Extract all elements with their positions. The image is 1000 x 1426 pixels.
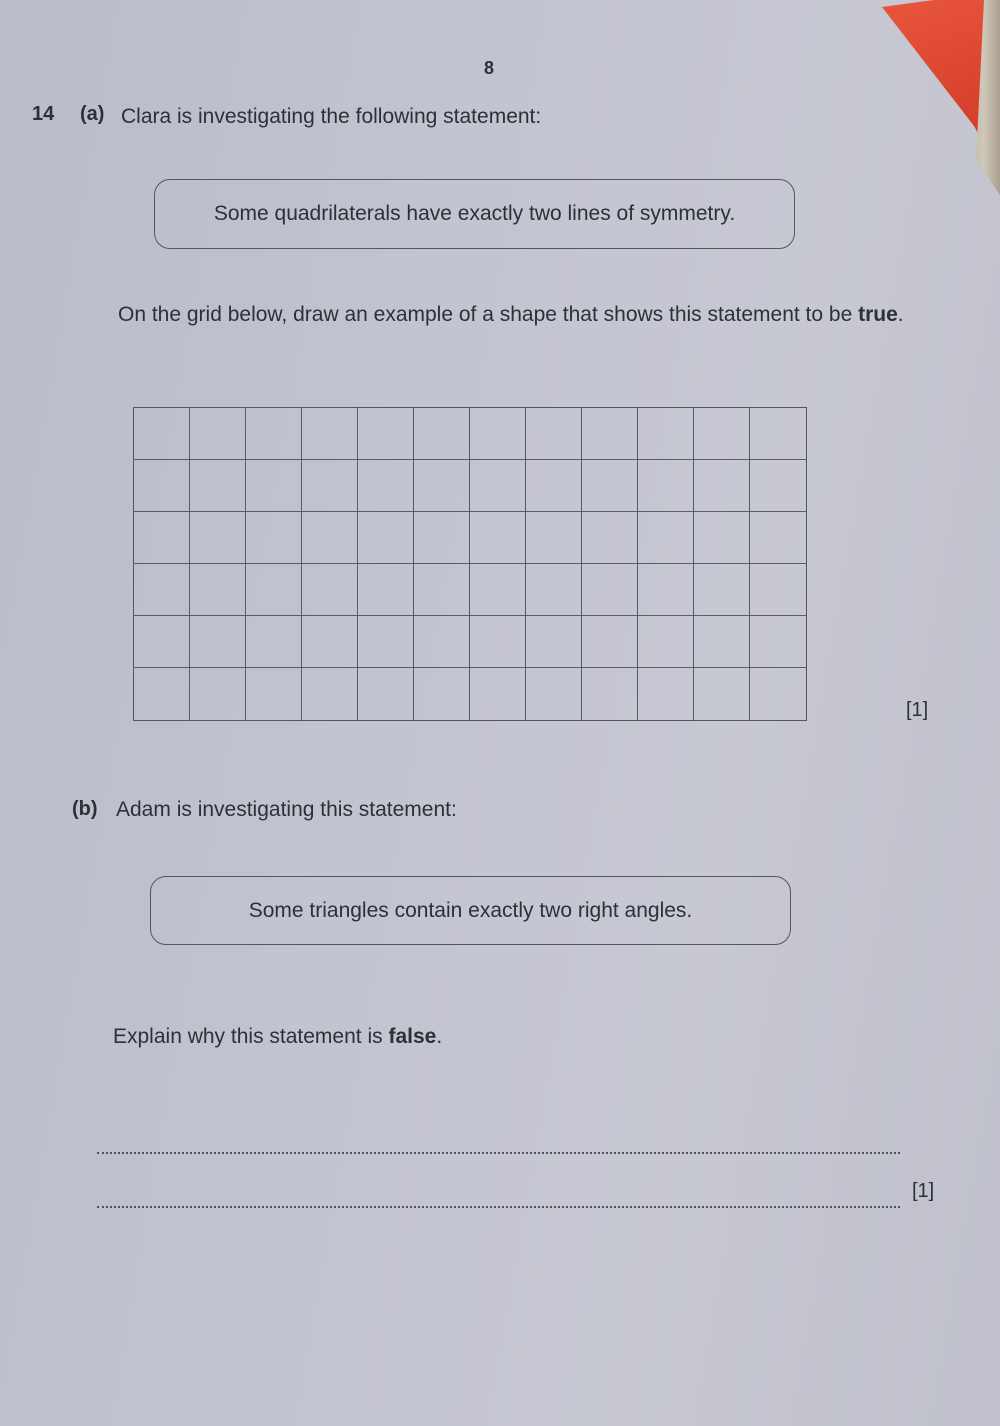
grid-cell[interactable] [638,408,694,460]
grid-cell[interactable] [582,512,638,564]
grid-cell[interactable] [414,616,470,668]
question-number: 14 [32,103,55,125]
page-number: 8 [484,58,495,78]
answer-line-1[interactable] [97,1152,900,1154]
grid-cell[interactable] [638,564,694,616]
grid-cell[interactable] [470,564,526,616]
emphasis-false: false [388,1025,437,1048]
part-a-instruction: On the grid below, draw an example of a shape that shows this statement to be true. [118,303,904,326]
grid-cell[interactable] [694,512,750,564]
grid-cell[interactable] [246,408,302,460]
grid-cell[interactable] [246,460,302,512]
grid-cell[interactable] [358,564,414,616]
part-b-intro: Adam is investigating this statement: [116,798,457,821]
grid-cell[interactable] [582,616,638,668]
marks-a: [1] [906,699,929,721]
grid-cell[interactable] [638,616,694,668]
grid-cell[interactable] [302,512,358,564]
grid-cell[interactable] [694,564,750,616]
statement-a-text: Some quadrilaterals have exactly two lines of symmetry. [213,202,736,225]
part-b-instruction: Explain why this statement is false. [113,1025,443,1048]
grid-cell[interactable] [414,460,470,512]
grid-cell[interactable] [414,564,470,616]
grid-cell[interactable] [302,668,358,720]
grid-cell[interactable] [190,408,246,460]
grid-cell[interactable] [302,460,358,512]
grid-cell[interactable] [358,668,414,720]
grid-cell[interactable] [750,616,806,668]
grid-cell[interactable] [302,408,358,460]
grid-cell[interactable] [246,512,302,564]
grid-cell[interactable] [414,408,470,460]
grid-cell[interactable] [694,460,750,512]
grid-cell[interactable] [526,460,582,512]
statement-b-text: Some triangles contain exactly two right angles. [248,898,693,922]
grid-cell[interactable] [190,512,246,564]
grid-cell[interactable] [750,564,806,616]
grid-cell[interactable] [750,668,806,720]
grid-cell[interactable] [470,616,526,668]
grid-cell[interactable] [582,460,638,512]
grid-cell[interactable] [302,616,358,668]
part-a-label: (a) [80,103,105,125]
grid-cell[interactable] [470,668,526,720]
grid-cell[interactable] [750,408,806,460]
grid-cell[interactable] [638,460,694,512]
grid-cell[interactable] [470,408,526,460]
grid-cell[interactable] [750,460,806,512]
grid-cell[interactable] [134,668,190,720]
grid-cell[interactable] [582,408,638,460]
grid-cell[interactable] [414,668,470,720]
emphasis-true: true [858,303,898,326]
statement-box-b [150,876,791,945]
grid-cell[interactable] [694,408,750,460]
grid-cell[interactable] [134,616,190,668]
grid-cell[interactable] [470,460,526,512]
grid-cell[interactable] [694,668,750,720]
statement-box-a [154,179,795,249]
grid-cell[interactable] [190,668,246,720]
drawing-grid[interactable] [133,407,807,721]
grid-cell[interactable] [358,408,414,460]
grid-cell[interactable] [190,616,246,668]
grid-cell[interactable] [246,616,302,668]
grid-cell[interactable] [246,564,302,616]
grid-cell[interactable] [358,616,414,668]
grid-cell[interactable] [358,512,414,564]
grid-cell[interactable] [526,616,582,668]
grid-cell[interactable] [414,512,470,564]
grid-cell[interactable] [190,564,246,616]
grid-cell[interactable] [694,616,750,668]
grid-cell[interactable] [526,512,582,564]
grid-cell[interactable] [134,408,190,460]
marks-b: [1] [912,1180,935,1202]
grid-cell[interactable] [470,512,526,564]
grid-cell[interactable] [358,460,414,512]
part-b-label: (b) [72,798,98,820]
grid-cell[interactable] [134,512,190,564]
grid-cell[interactable] [134,460,190,512]
part-a-intro: Clara is investigating the following statement: [121,105,542,128]
grid-cell[interactable] [582,668,638,720]
answer-line-2[interactable] [97,1206,900,1208]
grid-cell[interactable] [526,668,582,720]
grid-cell[interactable] [526,564,582,616]
grid-cell[interactable] [526,408,582,460]
grid-cell[interactable] [750,512,806,564]
grid-cell[interactable] [638,668,694,720]
grid-cell[interactable] [302,564,358,616]
grid-cell[interactable] [134,564,190,616]
grid-cell[interactable] [582,564,638,616]
grid-cell[interactable] [190,460,246,512]
grid-cell[interactable] [246,668,302,720]
grid-cell[interactable] [638,512,694,564]
